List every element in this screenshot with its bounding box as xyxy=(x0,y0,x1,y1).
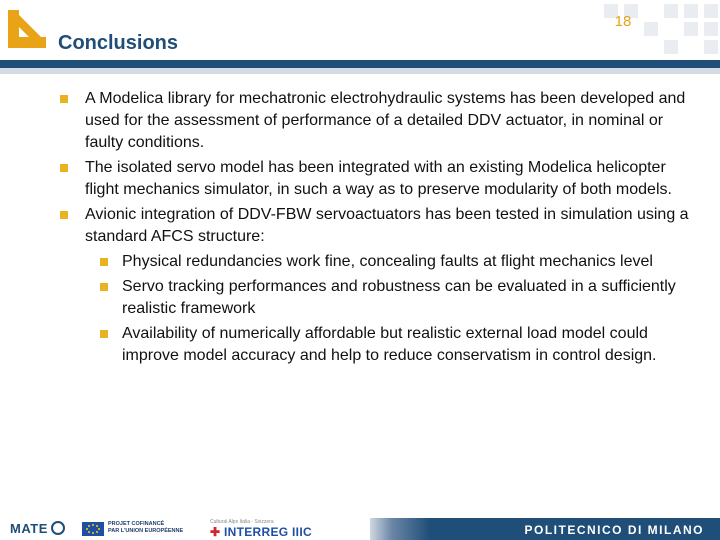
header-band-light xyxy=(0,68,720,74)
bullet-item xyxy=(60,88,700,154)
bullet-marker-icon xyxy=(100,330,108,338)
page-number: 18 xyxy=(614,13,632,30)
sub-bullet-item xyxy=(60,251,700,273)
bullet-text: Avionic integration of DDV-FBW servoactuators has been tested in simulation using a standard AFCS structure: xyxy=(85,206,689,245)
bullet-marker-icon xyxy=(60,95,68,103)
header-decoration xyxy=(560,0,720,60)
interreg-tagline: Cultural Alps Italia - Svizzera xyxy=(210,519,274,525)
bullet-marker-icon xyxy=(100,283,108,291)
slide-title: Conclusions xyxy=(58,32,179,54)
interreg-logo: ✚ INTERREG IIIC xyxy=(210,525,312,539)
footer-logos xyxy=(0,518,370,540)
sub-bullet-text: Servo tracking performances and robustness can be evaluated in a sufficiently realistic framework xyxy=(122,278,676,317)
eu-flag-icon xyxy=(82,522,104,536)
bullet-marker-icon xyxy=(60,211,68,219)
header-band xyxy=(0,60,720,68)
bullet-list xyxy=(60,88,700,370)
sub-bullet-text: Availability of numerically affordable but realistic external load model could improve model accuracy and help to reduce conservatism in control design. xyxy=(122,325,657,364)
institution-name: POLITECNICO DI MILANO xyxy=(524,523,704,537)
mateo-logo-o-icon xyxy=(51,521,65,535)
mateo-logo: MATE xyxy=(10,521,48,536)
bullet-item xyxy=(60,157,700,201)
bullet-text: A Modelica library for mechatronic electrohydraulic systems has been developed and used for the assessment of performance of a detailed DDV actuator, in nominal or faulty conditions. xyxy=(85,90,686,151)
sub-bullet-item xyxy=(60,323,700,367)
bullet-marker-icon xyxy=(60,164,68,172)
bullet-text: The isolated servo model has been integrated with an existing Modelica helicopter flight mechanics simulator, in such a way as to preserve modularity of both models. xyxy=(85,159,672,198)
footer-bar xyxy=(370,518,720,540)
arrow-logo-icon xyxy=(8,10,46,48)
eu-logo-text: PROJET COFINANCÉ PAR L'UNION EUROPÉENNE xyxy=(108,521,184,534)
sub-bullet-item xyxy=(60,276,700,320)
bullet-item xyxy=(60,204,700,248)
sub-bullet-text: Physical redundancies work fine, concealing faults at flight mechanics level xyxy=(122,253,653,270)
bullet-marker-icon xyxy=(100,258,108,266)
